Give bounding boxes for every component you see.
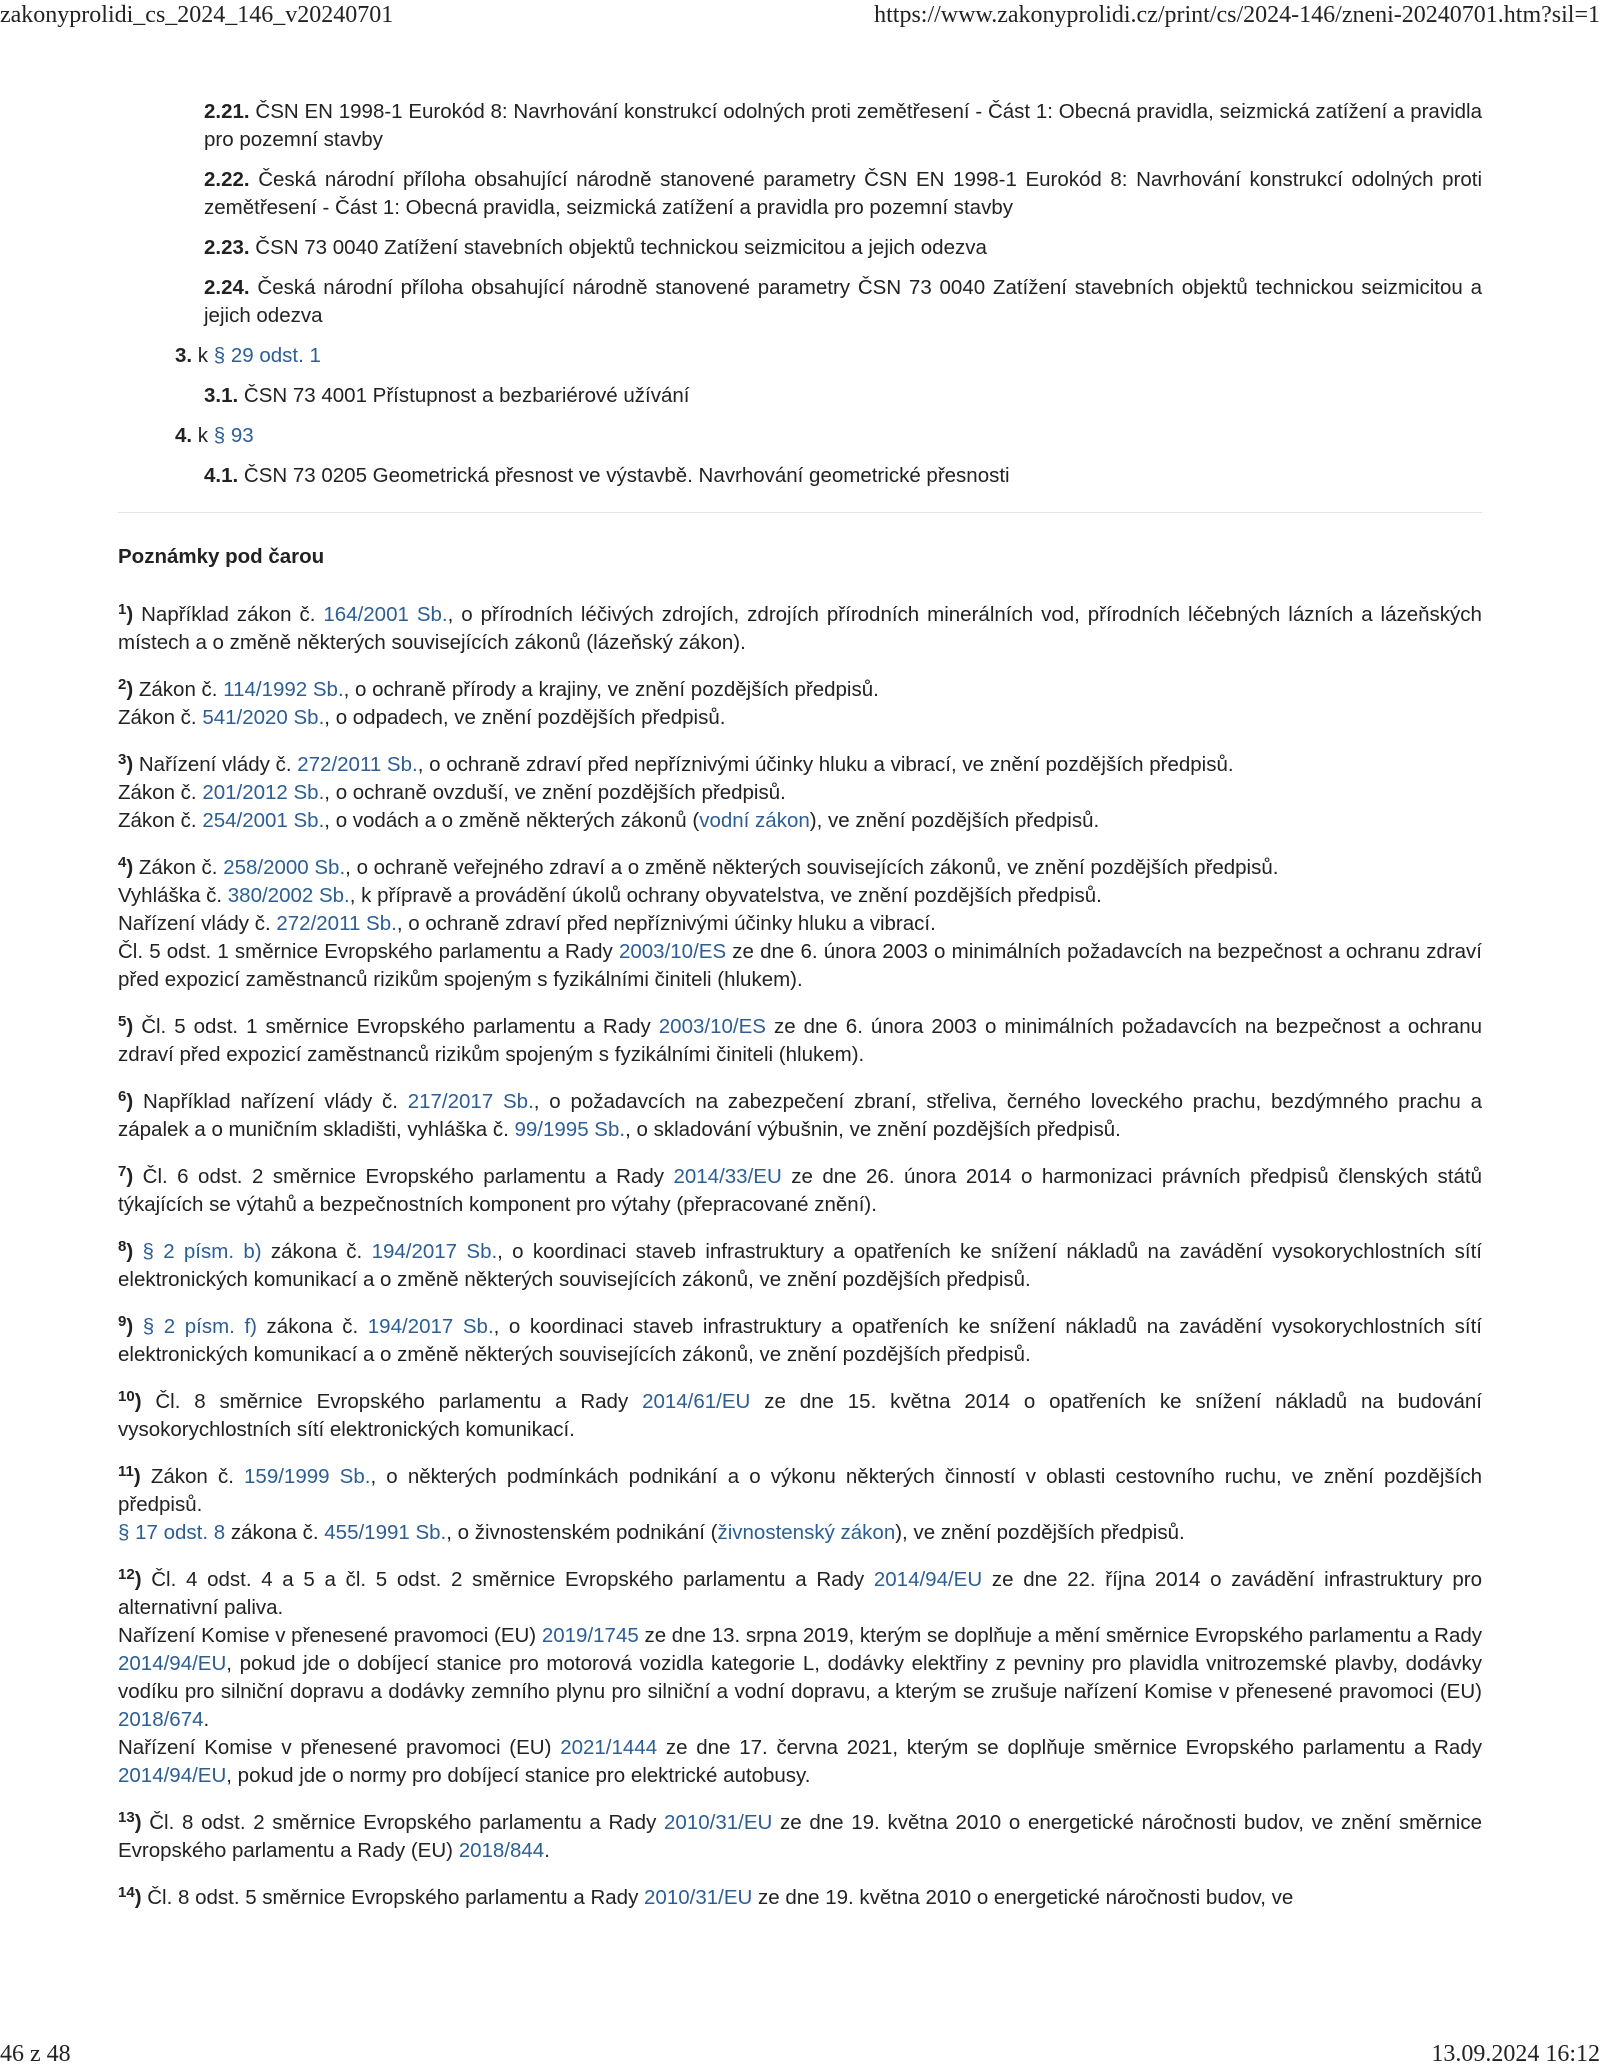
footnote xyxy=(118,1809,1482,1865)
text-segment: ze dne 6. února 2003 o minimálních požadavcích na bezpečnost a ochranu zdraví před expozicí zaměstnanců rizikům spojeným s fyzikálními činiteli (hlukem). xyxy=(118,1015,1483,1066)
footnotes-heading: Poznámky pod čarou xyxy=(118,545,325,568)
item-number: 4.1. xyxy=(204,464,239,487)
footnote xyxy=(118,1463,1482,1547)
text-segment: . xyxy=(203,1708,210,1731)
legal-reference-link[interactable]: § 17 odst. 8 xyxy=(118,1521,226,1544)
legal-reference-link[interactable]: 2014/94/EU xyxy=(118,1764,227,1787)
text-segment: , o některých podmínkách podnikání a o výkonu některých činností v oblasti cestovního ruchu, ve znění pozdějších předpisů. xyxy=(118,1465,1482,1516)
text-segment: ČSN 73 0040 Zatížení stavebních objektů technickou seizmicitou a jejich odezva xyxy=(249,236,987,259)
footnote xyxy=(118,676,1482,732)
legal-reference-link[interactable]: 272/2011 Sb. xyxy=(276,912,397,935)
legal-reference-link[interactable]: 159/1999 Sb. xyxy=(244,1465,371,1488)
text-segment: ), ve znění pozdějších předpisů. xyxy=(895,1521,1185,1544)
text-segment: , o ochraně zdraví před nepříznivými účinky hluku a vibrací. xyxy=(396,912,936,935)
footnote-marker: $^3$) xyxy=(118,751,139,776)
text-segment: , o živnostenském podnikání ( xyxy=(446,1521,718,1544)
legal-reference-link[interactable]: 254/2001 Sb. xyxy=(202,809,325,832)
footnote xyxy=(118,1163,1482,1219)
footnote-line xyxy=(118,676,1482,704)
legal-reference-link[interactable]: 2003/10/ES xyxy=(618,940,727,963)
footnote xyxy=(118,854,1482,994)
legal-reference-link[interactable]: 2003/10/ES xyxy=(658,1015,766,1038)
footnote-line xyxy=(118,910,1482,938)
legal-reference-link[interactable]: 2014/94/EU xyxy=(118,1652,227,1675)
footnote-marker: $^{14}$) xyxy=(118,1884,148,1909)
text-segment: ze dne 22. října 2014 o zavádění infrastruktury pro alternativní paliva. xyxy=(118,1568,1482,1619)
footnote-line xyxy=(118,1463,1482,1519)
footnote-marker: $^{10}$) xyxy=(118,1388,156,1413)
text-segment: . xyxy=(544,1839,550,1862)
annex-subitem xyxy=(118,234,1482,262)
text-segment: Čl. 6 odst. 2 směrnice Evropského parlamentu a Rady xyxy=(142,1165,674,1188)
text-segment: ze dne 19. května 2010 o energetické náročnosti budov, ve znění směrnice Evropského parlamentu a Rady (EU) xyxy=(118,1811,1482,1862)
legal-reference-link[interactable]: 194/2017 Sb. xyxy=(371,1240,498,1263)
text-segment: ze dne 6. února 2003 o minimálních požadavcích na bezpečnost a ochranu zdraví před expozicí zaměstnanců rizikům spojeným s fyzikálními činiteli (hlukem). xyxy=(118,940,1482,991)
text-segment: ze dne 26. února 2014 o harmonizaci právních předpisů členských států týkajících se výtahů a bezpečnostních komponent pro výtahy (přepracované znění). xyxy=(118,1165,1482,1216)
item-number: 4. xyxy=(175,424,193,447)
footnote-line xyxy=(118,1088,1482,1144)
footnote-number: 1 xyxy=(118,601,127,618)
legal-reference-link[interactable]: 114/1992 Sb. xyxy=(223,678,344,701)
text-segment: Čl. 5 odst. 1 směrnice Evropského parlamentu a Rady xyxy=(141,1015,659,1038)
footnote-line xyxy=(118,938,1482,994)
footnote-number: 12 xyxy=(118,1566,135,1583)
text-segment: Nařízení vlády č. xyxy=(138,753,298,776)
footnote-marker: $^7$) xyxy=(118,1163,143,1188)
print-header-url: https://www.zakonyprolidi.cz/print/cs/2024-146/zneni-20240701.htm?sil=1 xyxy=(874,2,1600,28)
text-segment: Česká národní příloha obsahující národně stanovené parametry ČSN EN 1998-1 Eurokód 8: Navrhování konstrukcí odolných proti zemětřesení - Část 1: Obecná pravidla, seizmická zatížení a pravidla pro pozemní stavby xyxy=(204,168,1482,219)
footnote xyxy=(118,1566,1482,1790)
legal-reference-link[interactable]: 164/2001 Sb. xyxy=(323,603,448,626)
text-segment: Čl. 8 odst. 2 směrnice Evropského parlamentu a Rady xyxy=(149,1811,665,1834)
footnote-line xyxy=(118,1238,1482,1294)
text-segment: , o ochraně ovzduší, ve znění pozdějších předpisů. xyxy=(324,781,786,804)
text-segment: , o skladování výbušnin, ve znění pozdějších předpisů. xyxy=(625,1118,1121,1141)
text-segment: zákona č. xyxy=(256,1315,368,1338)
text-segment: , pokud jde o dobíjecí stanice pro motorová vozidla kategorie L, dodávky elektřiny z pevniny pro plavidla vnitrozemské plavby, dodávky vodíku pro silniční dopravu a dodávky zemního plynu pro silniční a vodní dopravu, a kterým se zrušuje nařízení Komise v přenesené pravomoci (EU) xyxy=(118,1652,1482,1703)
text-segment: Nařízení Komise v přenesené pravomoci (EU) xyxy=(118,1624,542,1647)
text-segment: Čl. 5 odst. 1 směrnice Evropského parlamentu a Rady xyxy=(118,940,619,963)
footnote-number: 6 xyxy=(118,1088,127,1105)
annex-subitem xyxy=(118,382,1482,410)
legal-reference-link[interactable]: 2014/33/EU xyxy=(673,1165,782,1188)
text-segment: Zákon č. xyxy=(118,706,203,729)
annex-item xyxy=(118,422,1482,450)
footnote-number: 10 xyxy=(118,1388,135,1405)
text-segment: Zákon č. xyxy=(150,1465,245,1488)
footnote xyxy=(118,601,1482,657)
footnote-number: 8 xyxy=(118,1238,127,1255)
print-header xyxy=(0,2,1600,29)
footnote-number: 7 xyxy=(118,1163,127,1180)
footnote-number: 5 xyxy=(118,1013,127,1030)
footnote-number: 14 xyxy=(118,1884,135,1901)
item-number: 2.22. xyxy=(204,168,250,191)
footnote-number: 9 xyxy=(118,1313,127,1330)
legal-reference-link[interactable]: 2010/31/EU xyxy=(644,1886,753,1909)
item-number: 2.24. xyxy=(204,276,250,299)
footnote-line xyxy=(118,1622,1482,1734)
text-segment: Například nařízení vlády č. xyxy=(142,1090,408,1113)
footnote-marker: $^5$) xyxy=(118,1013,142,1038)
footnote-line xyxy=(118,1809,1482,1865)
text-segment: ČSN EN 1998-1 Eurokód 8: Navrhování konstrukcí odolných proti zemětřesení - Část 1: Obecná pravidla, seizmická zatížení a pravidla pro pozemní stavby xyxy=(204,100,1482,151)
legal-reference-link[interactable]: § 29 odst. 1 xyxy=(213,344,321,367)
item-number: 2.21. xyxy=(204,100,250,123)
text-segment: , pokud jde o normy pro dobíjecí stanice pro elektrické autobusy. xyxy=(226,1764,811,1787)
footnote xyxy=(118,1088,1482,1144)
text-segment: Nařízení vlády č. xyxy=(118,912,277,935)
print-footer xyxy=(0,2041,1600,2068)
footnote-line xyxy=(118,1884,1482,1912)
text-segment: ze dne 13. srpna 2019, kterým se doplňuje a mění směrnice Evropského parlamentu a Rady xyxy=(638,1624,1482,1647)
text-segment: Zákon č. xyxy=(118,781,203,804)
text-segment: Například zákon č. xyxy=(141,603,324,626)
section-divider xyxy=(118,512,1482,513)
footnote-line xyxy=(118,1388,1482,1444)
legal-reference-link[interactable]: 2019/1745 xyxy=(541,1624,639,1647)
footnote-line xyxy=(118,1163,1482,1219)
print-timestamp: 13.09.2024 16:12 xyxy=(1431,2041,1600,2067)
legal-reference-link[interactable]: 2018/844 xyxy=(458,1839,545,1862)
text-segment: ), ve znění pozdějších předpisů. xyxy=(809,809,1100,832)
document-content xyxy=(118,98,1482,1931)
footnote-line xyxy=(118,751,1482,779)
page-counter: 46 z 48 xyxy=(0,2041,71,2067)
text-segment: ze dne 17. června 2021, kterým se doplňuje směrnice Evropského parlamentu a Rady xyxy=(657,1736,1482,1759)
text-segment: Čl. 8 odst. 5 směrnice Evropského parlamentu a Rady xyxy=(147,1886,645,1909)
footnote-number: 3 xyxy=(118,751,127,768)
text-segment: Zákon č. xyxy=(118,809,203,832)
legal-reference-link[interactable]: 2018/674 xyxy=(118,1708,204,1731)
text-segment: ze dne 19. května 2010 o energetické náročnosti budov, ve xyxy=(752,1886,1294,1909)
legal-reference-link[interactable]: 194/2017 Sb. xyxy=(367,1315,494,1338)
text-segment: , o vodách a o změně některých zákonů ( xyxy=(324,809,700,832)
footnote-line xyxy=(118,807,1482,835)
annex-item xyxy=(118,342,1482,370)
legal-reference-link[interactable]: 2014/61/EU xyxy=(642,1390,751,1413)
footnote xyxy=(118,1313,1482,1369)
legal-reference-link[interactable]: 2021/1444 xyxy=(560,1736,658,1759)
text-segment: k xyxy=(192,344,214,367)
legal-reference-link[interactable]: 380/2002 Sb. xyxy=(227,884,350,907)
footnote-line xyxy=(118,1519,1482,1547)
text-segment: Vyhláška č. xyxy=(118,884,228,907)
footnote-line xyxy=(118,1013,1482,1069)
legal-reference-link[interactable]: § 2 písm. b) xyxy=(142,1240,262,1263)
footnote-number: 11 xyxy=(118,1463,134,1480)
legal-reference-link[interactable]: 258/2000 Sb. xyxy=(223,856,346,879)
item-number: 3. xyxy=(175,344,193,367)
legal-reference-link[interactable]: § 93 xyxy=(213,424,254,447)
text-segment: Čl. 4 odst. 4 a 5 a čl. 5 odst. 2 směrnice Evropského parlamentu a Rady xyxy=(151,1568,874,1591)
footnote-marker: $^{13}$) xyxy=(118,1809,150,1834)
footnote-line xyxy=(118,1566,1482,1622)
footnote-line xyxy=(118,601,1482,657)
footnote xyxy=(118,1388,1482,1444)
legal-reference-link[interactable]: 217/2017 Sb. xyxy=(407,1090,534,1113)
legal-reference-link[interactable]: 99/1995 Sb. xyxy=(514,1118,626,1141)
footnote-line xyxy=(118,1734,1482,1790)
text-segment: , k přípravě a provádění úkolů ochrany obyvatelstva, ve znění pozdějších předpisů. xyxy=(349,884,1102,907)
footnote xyxy=(118,1884,1482,1912)
item-number: 3.1. xyxy=(204,384,239,407)
text-segment: , o koordinaci staveb infrastruktury a opatřeních ke snížení nákladů na zavádění vysokorychlostních sítí elektronických komunikací a o změně některých souvisejících zákonů, ve znění pozdějších předpisů. xyxy=(118,1315,1482,1366)
footnote-marker: $^9$) xyxy=(118,1313,143,1338)
footnote xyxy=(118,751,1482,835)
footnote-line xyxy=(118,704,1482,732)
legal-reference-link[interactable]: 2014/94/EU xyxy=(873,1568,983,1591)
text-segment: zákona č. xyxy=(225,1521,325,1544)
annex-subitem xyxy=(118,166,1482,222)
footnote-marker: $^1$) xyxy=(118,601,142,626)
legal-reference-link[interactable]: 272/2011 Sb. xyxy=(297,753,418,776)
text-segment: ČSN 73 0205 Geometrická přesnost ve výstavbě. Navrhování geometrické přesnosti xyxy=(238,464,1010,487)
text-segment: , o požadavcích na zabezpečení zbraní, střeliva, černého loveckého prachu, bezdýmného prachu a zápalek a o muničním skladišti, vyhláška č. xyxy=(118,1090,1482,1141)
print-header-title: zakonyprolidi_cs_2024_146_v20240701 xyxy=(0,2,394,28)
text-segment: , o ochraně přírody a krajiny, ve znění pozdějších předpisů. xyxy=(343,678,879,701)
text-segment: ČSN 73 4001 Přístupnost a bezbariérové užívání xyxy=(238,384,690,407)
text-segment: , o přírodních léčivých zdrojích, zdrojích přírodních minerálních vod, přírodních léčebných lázních a lázeňských místech a o změně některých souvisejících zákonů (lázeňský zákon). xyxy=(118,603,1482,654)
text-segment: , o ochraně veřejného zdraví a o změně některých souvisejících zákonů, ve znění pozdějších předpisů. xyxy=(345,856,1279,879)
text-segment: , o ochraně zdraví před nepříznivými účinky hluku a vibrací, ve znění pozdějších předpisů. xyxy=(417,753,1234,776)
footnote-marker: $^4$) xyxy=(118,854,139,879)
legal-reference-link[interactable]: vodní zákon xyxy=(699,809,810,832)
legal-reference-link[interactable]: 541/2020 Sb. xyxy=(202,706,325,729)
footnote-marker: $^6$) xyxy=(118,1088,143,1113)
text-segment: Zákon č. xyxy=(138,856,224,879)
legal-reference-link[interactable]: 2010/31/EU xyxy=(664,1811,773,1834)
footnote-marker: $^{11}$) xyxy=(118,1463,151,1488)
annex-subitem xyxy=(118,98,1482,154)
text-segment: , o koordinaci staveb infrastruktury a opatřeních ke snížení nákladů na zavádění vysokorychlostních sítí elektronických komunikací a o změně některých souvisejících zákonů, ve znění pozdějších předpisů. xyxy=(118,1240,1482,1291)
footnote-line xyxy=(118,1313,1482,1369)
text-segment: Nařízení Komise v přenesené pravomoci (EU) xyxy=(118,1736,561,1759)
legal-reference-link[interactable]: 201/2012 Sb. xyxy=(202,781,325,804)
footnote xyxy=(118,1238,1482,1294)
annex-subitem xyxy=(118,462,1482,490)
footnote-marker: $^{12}$) xyxy=(118,1566,152,1591)
annex-subitem xyxy=(118,274,1482,330)
footnote-number: 2 xyxy=(118,676,127,693)
item-number: 2.23. xyxy=(204,236,250,259)
text-segment: Česká národní příloha obsahující národně stanovené parametry ČSN 73 0040 Zatížení stavebních objektů technickou seizmicitou a jejich odezva xyxy=(204,276,1482,327)
legal-reference-link[interactable]: § 2 písm. f) xyxy=(142,1315,257,1338)
footnote-number: 4 xyxy=(118,854,127,871)
footnote-marker: $^8$) xyxy=(118,1238,143,1263)
text-segment: Čl. 8 směrnice Evropského parlamentu a Rady xyxy=(155,1390,643,1413)
text-segment: ze dne 15. května 2014 o opatřeních ke snížení nákladů na budování vysokorychlostních sítí elektronických komunikací. xyxy=(118,1390,1482,1441)
legal-reference-link[interactable]: 455/1991 Sb. xyxy=(324,1521,447,1544)
text-segment: zákona č. xyxy=(261,1240,372,1263)
annex-list xyxy=(118,98,1482,490)
text-segment: , o odpadech, ve znění pozdějších předpisů. xyxy=(324,706,726,729)
legal-reference-link[interactable]: živnostenský zákon xyxy=(717,1521,896,1544)
footnote-number: 13 xyxy=(118,1809,135,1826)
footnote-line xyxy=(118,854,1482,882)
text-segment: k xyxy=(192,424,214,447)
footnote-line xyxy=(118,882,1482,910)
text-segment: Zákon č. xyxy=(138,678,224,701)
footnote-marker: $^2$) xyxy=(118,676,139,701)
footnotes-list xyxy=(118,601,1482,1912)
footnote-line xyxy=(118,779,1482,807)
footnote xyxy=(118,1013,1482,1069)
